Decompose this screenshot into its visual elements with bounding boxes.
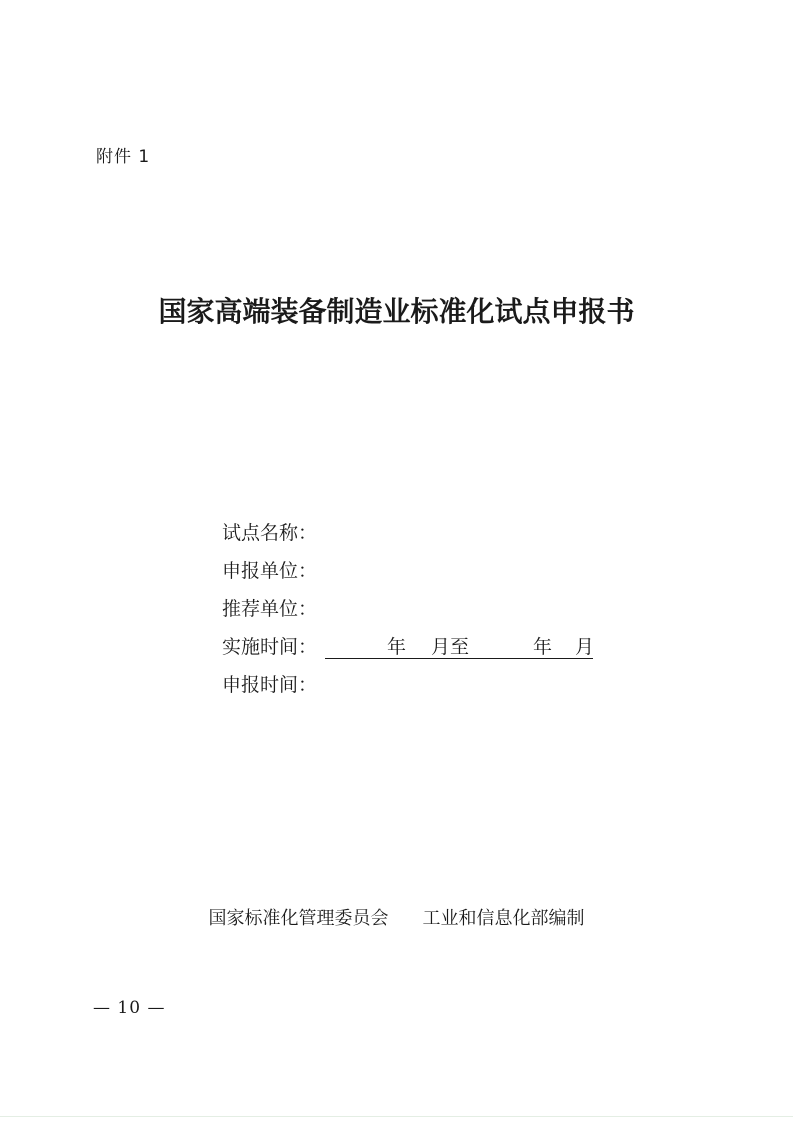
- applicant-label: 申报单位：: [222, 560, 318, 582]
- period-end-year-unit: 年: [533, 636, 553, 658]
- pilot-name-row: [222, 518, 593, 556]
- period-to-text: 至: [450, 636, 470, 658]
- applicant-row: [222, 556, 593, 594]
- document-title: 国家高端装备制造业标准化试点申报书: [158, 295, 635, 328]
- period-end-month-unit: 月: [575, 636, 595, 658]
- page-number: — 10 —: [93, 998, 166, 1018]
- recommender-row: [222, 594, 593, 632]
- issuer-org-1: 国家标准化管理委员会: [208, 908, 389, 929]
- period-start-year-unit: 年: [387, 636, 407, 658]
- period-start-month-unit: 月: [431, 636, 451, 658]
- period-field: [325, 632, 593, 659]
- issuer-footer: [0, 904, 793, 930]
- recommender-label: 推荐单位：: [222, 598, 318, 620]
- scan-edge-line: [0, 1116, 793, 1117]
- issuer-org-2: 工业和信息化部编制: [422, 908, 585, 929]
- apply-time-row: [222, 670, 593, 708]
- cover-form: [222, 518, 593, 708]
- period-label: 实施时间：: [222, 636, 318, 658]
- apply-time-label: 申报时间：: [222, 674, 318, 696]
- attachment-label: 附件 1: [96, 147, 151, 167]
- period-row: [222, 632, 593, 670]
- pilot-name-label: 试点名称：: [222, 522, 318, 544]
